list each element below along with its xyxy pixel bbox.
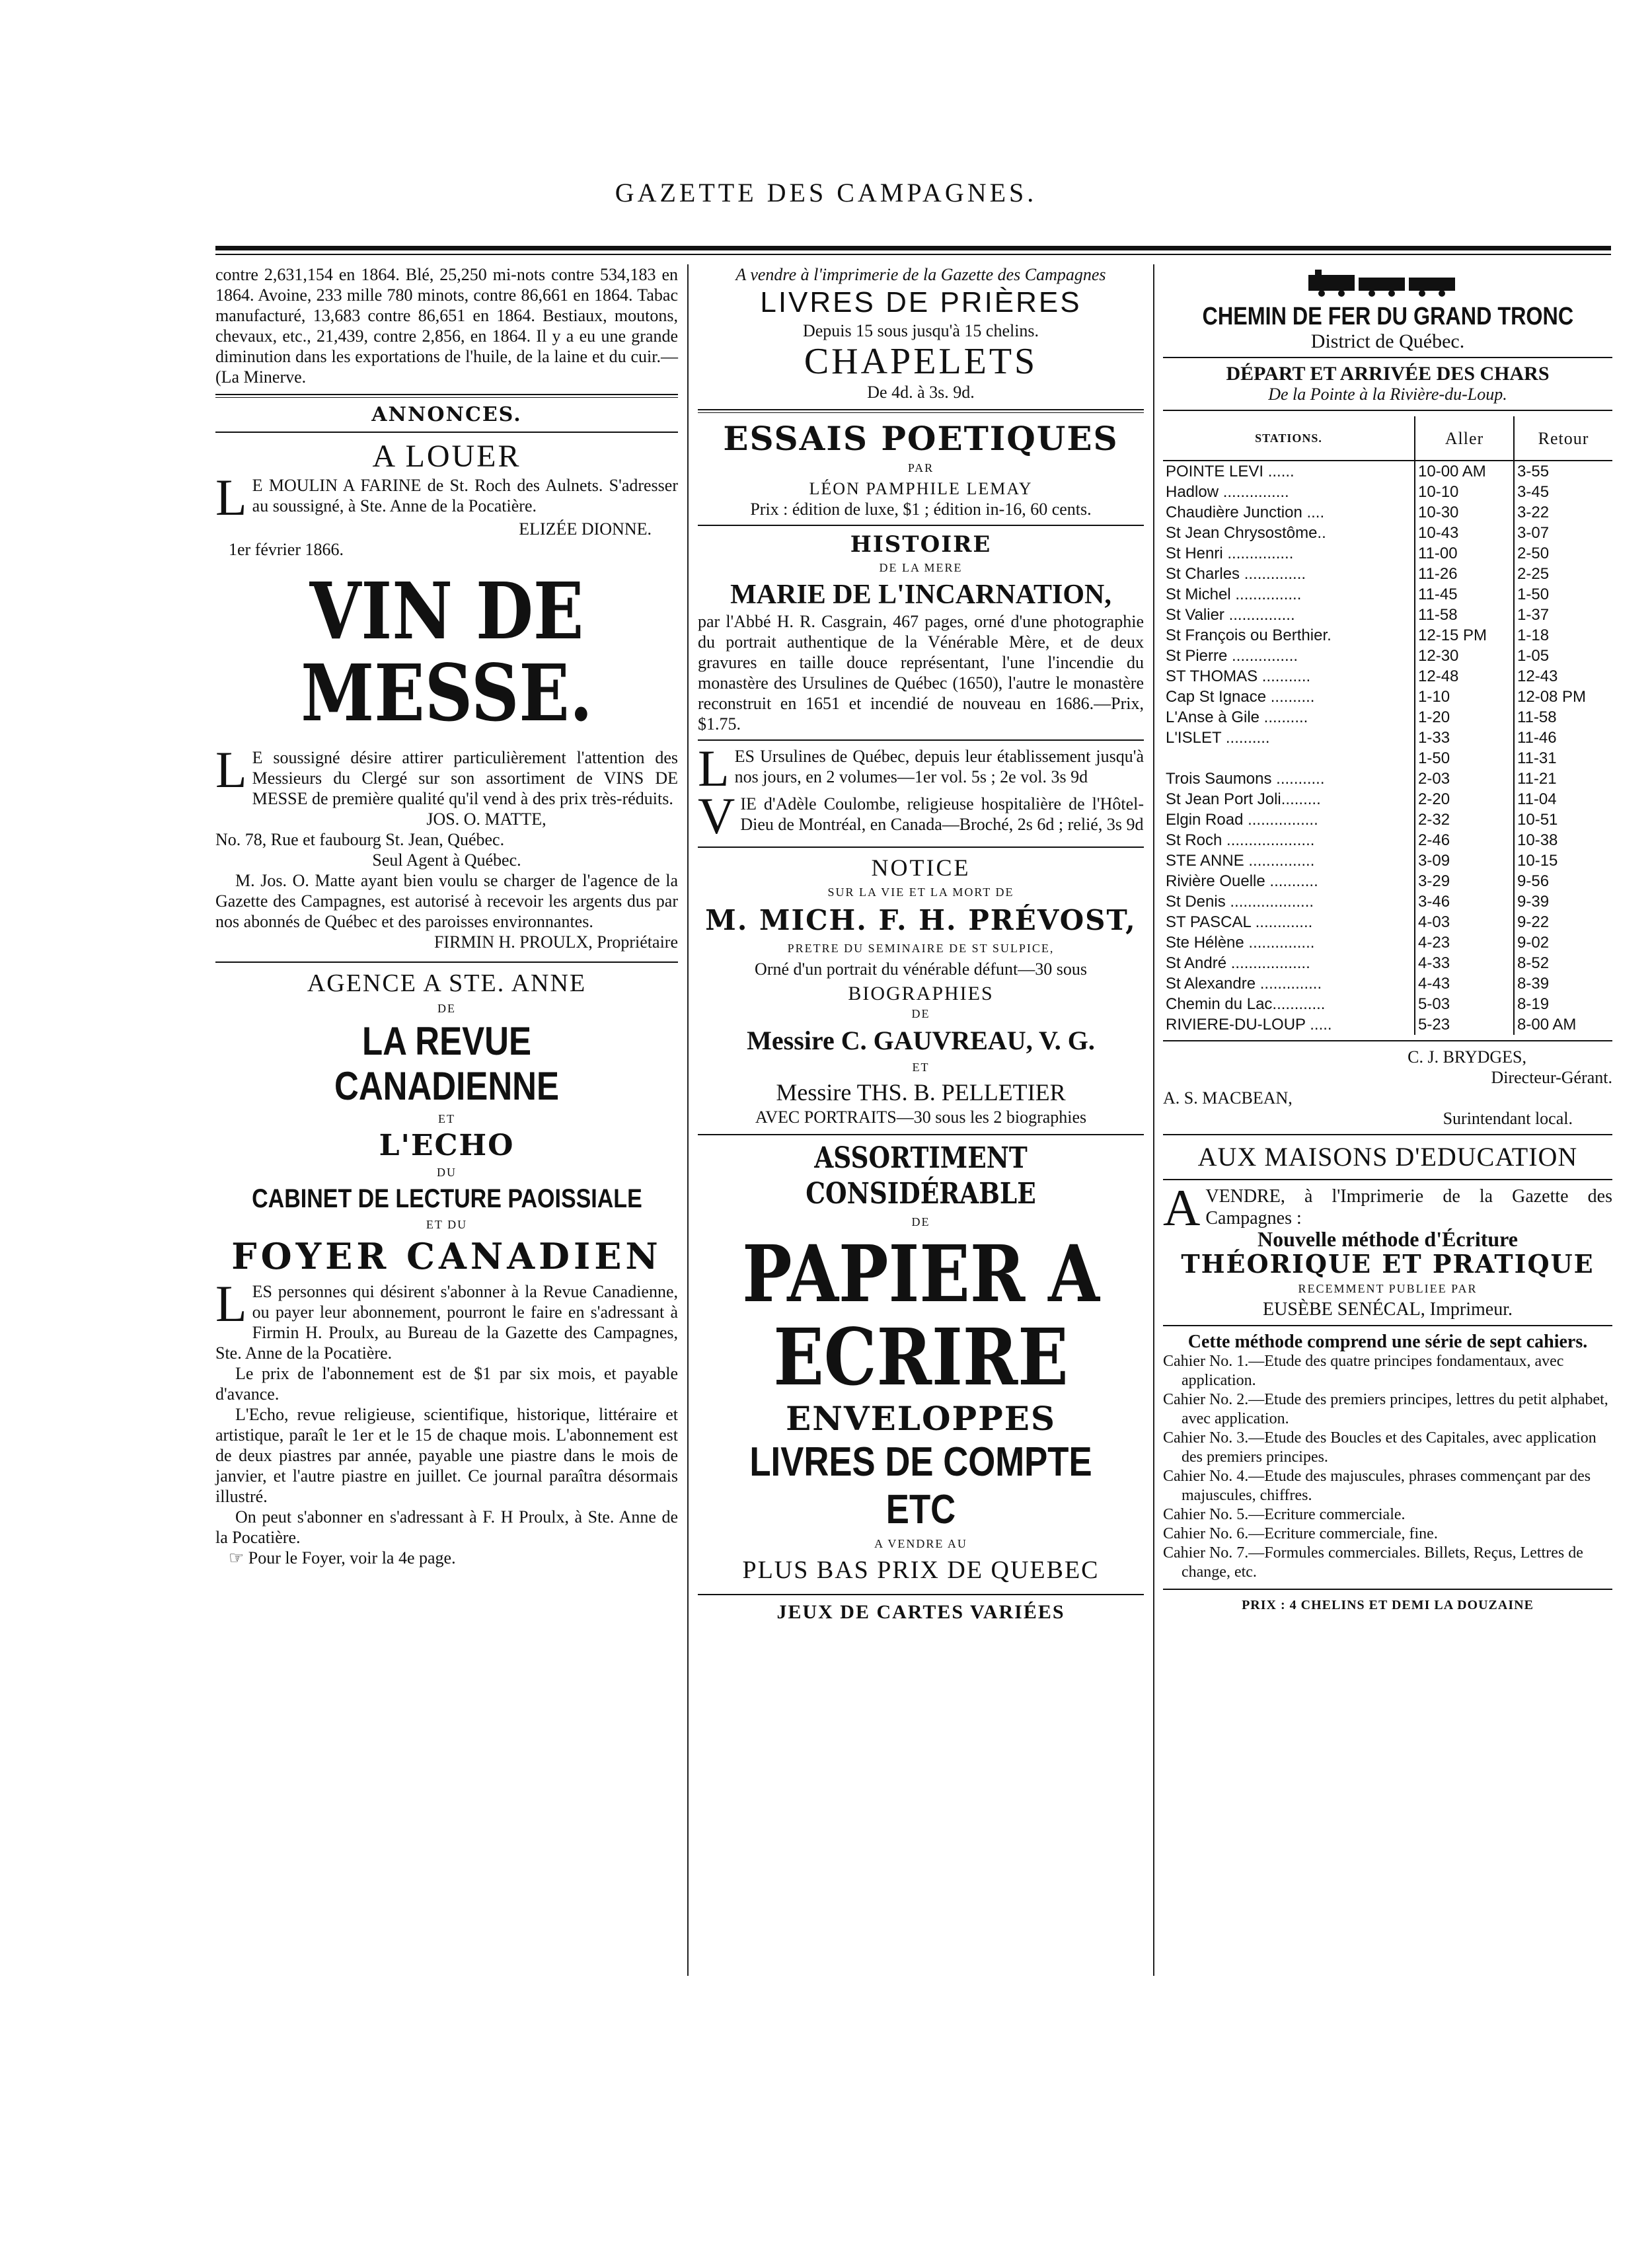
station-name: Elgin Road ................	[1166, 811, 1318, 829]
aller-time: 1-10	[1415, 687, 1514, 707]
station-name: STE ANNE ...............	[1166, 852, 1315, 870]
retour-time: 9-39	[1514, 891, 1612, 912]
vin-signature: JOS. O. MATTE,	[426, 810, 546, 829]
schedule-row	[1163, 523, 1612, 543]
aller-time: 2-20	[1415, 789, 1514, 810]
station-name: Hadlow ...............	[1166, 483, 1289, 501]
depart-title: DÉPART ET ARRIVÉE DES CHARS	[1226, 363, 1550, 385]
station-name: Rivière Ouelle ...........	[1166, 872, 1318, 890]
aller-time: 4-23	[1415, 932, 1514, 953]
district-line: District de Québec.	[1310, 330, 1465, 352]
brydges-name: C. J. BRYDGES,	[1408, 1047, 1526, 1067]
station-name: Chaudière Junction ....	[1166, 504, 1325, 521]
masthead: GAZETTE DES CAMPAGNES.	[615, 178, 1037, 207]
macbean-title: Surintendant local.	[1443, 1109, 1573, 1128]
divider	[1163, 1325, 1612, 1326]
divider	[1163, 1134, 1612, 1135]
retour-time: 1-05	[1514, 646, 1612, 666]
cette-text: Cette méthode comprend une série de sept cahiers.	[1187, 1332, 1588, 1352]
senecal-line: EUSÈBE SENÉCAL, Imprimeur.	[1263, 1299, 1513, 1320]
retour-time: 11-46	[1514, 728, 1612, 748]
ursulines-text: ES Ursulines de Québec, depuis leur établissement jusqu'à nos jours, en 2 volumes—1er vol. 5s ; 2e vol. 3s 9d	[734, 747, 1144, 786]
aller-time: 2-03	[1415, 769, 1514, 789]
methode-line: Nouvelle méthode d'Écriture	[1257, 1227, 1518, 1251]
retour-time: 11-21	[1514, 769, 1612, 789]
column-header-aller: Aller	[1415, 416, 1514, 461]
cahiers-list	[1163, 1352, 1612, 1582]
station-name: St Jean Port Joli.........	[1166, 790, 1321, 808]
retour-time: 10-51	[1514, 810, 1612, 830]
theorique-title: THÉORIQUE ET PRATIQUE	[1181, 1249, 1595, 1279]
foyer-title: FOYER CANADIEN	[231, 1235, 662, 1277]
retour-time: 9-22	[1514, 912, 1612, 932]
livres-compte-title: LIVRES DE COMPTE ETC	[749, 1439, 1092, 1532]
station-name: St Roch ....................	[1166, 831, 1315, 849]
cabinet-title: CABINET DE LECTURE PAOISSIALE	[251, 1184, 642, 1213]
schedule-row	[1163, 830, 1612, 850]
aller-time: 2-46	[1415, 830, 1514, 850]
aller-time: 12-30	[1415, 646, 1514, 666]
station-name: Ste Hélène ...............	[1166, 934, 1315, 952]
vin-text: E soussigné désire attirer particulièrement l'attention des Messieurs du Clergé sur son assortiment de VINS DE MESSE de première qualité qu'il vend à des prix très-réduits.	[252, 748, 678, 808]
schedule-row	[1163, 584, 1612, 605]
divider	[1163, 1040, 1612, 1041]
drop-cap: L	[698, 746, 730, 790]
divider	[1163, 410, 1612, 411]
connector-et: ET	[438, 1112, 455, 1125]
schedule-row	[1163, 953, 1612, 973]
connector-de: DE	[911, 1215, 930, 1228]
assortiment-title: ASSORTIMENT CONSIDÉRABLE	[806, 1141, 1036, 1211]
essais-price: Prix : édition de luxe, $1 ; édition in-16, 60 cents.	[750, 500, 1092, 519]
column-divider	[1153, 264, 1154, 1976]
retour-time: 9-02	[1514, 932, 1612, 953]
notice-title: NOTICE	[871, 854, 971, 881]
portraits-line: AVEC PORTRAITS—30 sous les 2 biographies	[755, 1108, 1087, 1127]
connector-par: PAR	[907, 461, 934, 474]
schedule-row	[1163, 932, 1612, 953]
divider	[215, 394, 678, 398]
recemment-line: RECEMMENT PUBLIEE PAR	[1298, 1282, 1478, 1295]
schedule-row	[1163, 891, 1612, 912]
divider	[698, 847, 1144, 848]
schedule-row	[1163, 502, 1612, 523]
schedule-row	[1163, 769, 1612, 789]
station-name: L'Anse à Gile ..........	[1166, 708, 1308, 726]
column-header-stations: STATIONS.	[1163, 416, 1415, 461]
schedule-row	[1163, 687, 1612, 707]
vin-note: M. Jos. O. Matte ayant bien voulu se charger de l'agence de la Gazette des Campagnes, est autorisé à recevoir les argents dus par nos abonnés de Québec et des paroisses environnantes.	[215, 871, 678, 931]
divider	[698, 409, 1144, 413]
vie-ad	[698, 794, 1144, 837]
cahier-item: Cahier No. 6.—Ecriture commerciale, fine.	[1163, 1525, 1438, 1542]
pelletier-line: Messire THS. B. PELLETIER	[776, 1079, 1066, 1106]
chemin-title: CHEMIN DE FER DU GRAND TRONC	[1202, 303, 1573, 330]
retour-time: 3-45	[1514, 482, 1612, 502]
retour-time: 1-37	[1514, 605, 1612, 625]
retour-time: 10-15	[1514, 850, 1612, 871]
jeux-line: JEUX DE CARTES VARIÉES	[776, 1601, 1065, 1623]
drop-cap: L	[215, 747, 247, 798]
orne-text: Orné d'un portrait du vénérable défunt—30 sous	[755, 960, 1087, 979]
retour-time: 8-19	[1514, 994, 1612, 1014]
station-name: POINTE LEVI ......	[1166, 463, 1295, 480]
schedule-row	[1163, 482, 1612, 502]
schedule-row	[1163, 748, 1612, 769]
retour-time: 2-50	[1514, 543, 1612, 564]
station-name: ST PASCAL .............	[1166, 913, 1313, 931]
prevost-title: M. MICH. F. H. PRÉVOST,	[705, 904, 1137, 936]
divider	[1163, 357, 1612, 358]
vin-title: VIN DE MESSE.	[301, 565, 593, 739]
aller-time: 10-43	[1415, 523, 1514, 543]
aller-time: 3-46	[1415, 891, 1514, 912]
divider	[698, 1594, 1144, 1595]
louer-text: E MOULIN A FARINE de St. Roch des Aulnets. S'adresser au soussigné, à Ste. Anne de la Pocatière.	[252, 476, 678, 515]
retour-time: 1-50	[1514, 584, 1612, 605]
enveloppes-title: ENVELOPPES	[786, 1399, 1056, 1438]
louer-date: 1er février 1866.	[229, 540, 344, 559]
schedule-row	[1163, 973, 1612, 994]
schedule-row	[1163, 728, 1612, 748]
drop-cap: A	[1163, 1186, 1201, 1229]
schedule-row	[1163, 789, 1612, 810]
station-name	[1163, 748, 1415, 769]
aller-time: 10-10	[1415, 482, 1514, 502]
abonnement-text: ES personnes qui désirent s'abonner à la Revue Canadienne, ou payer leur abonnement, pourront le faire en s'adressant à Firmin H. Proulx, au Bureau de la Gazette des Campagnes, Ste. Anne de la Pocatière.	[215, 1282, 678, 1363]
column-header-retour: Retour	[1514, 416, 1612, 461]
essais-title: ESSAIS POETIQUES	[723, 419, 1119, 458]
ursulines-ad	[698, 746, 1144, 790]
schedule-row	[1163, 912, 1612, 932]
train-schedule-table	[1163, 416, 1612, 1035]
divider	[215, 961, 678, 963]
connector-de: DE	[437, 1002, 456, 1015]
schedule-row	[1163, 564, 1612, 584]
papier-title: PAPIER A ECRIRE	[742, 1228, 1100, 1403]
retour-time: 8-00 AM	[1514, 1014, 1612, 1035]
aller-time: 5-03	[1415, 994, 1514, 1014]
aller-time: 4-03	[1415, 912, 1514, 932]
aller-time: 4-43	[1415, 973, 1514, 994]
schedule-row	[1163, 625, 1612, 646]
station-name: St Charles ..............	[1166, 565, 1306, 583]
station-name: Trois Saumons ...........	[1166, 770, 1325, 788]
station-name: Chemin du Lac............	[1166, 995, 1326, 1013]
schedule-row	[1163, 543, 1612, 564]
retour-time: 11-04	[1514, 789, 1612, 810]
connector-et-du: ET DU	[426, 1218, 468, 1231]
louer-ad	[215, 475, 678, 519]
column-left	[215, 264, 678, 1568]
aller-time: 12-48	[1415, 666, 1514, 687]
foyer-note: ☞ Pour le Foyer, voir la 4e page.	[229, 1548, 456, 1567]
article-continuation: contre 2,631,154 en 1864. Blé, 25,250 mi-nots contre 534,183 en 1864. Avoine, 233 mille 780 minots, contre 86,661 en 1864. Tabac manufacturé, 13,683 contre 86,651 en 1864. Bestiaux, moutons, chevaux, etc., 21,439, contre 2,856, en 1864. Il y a eu une grande diminution dans les exportations de l'huile, de la laine et du cuir.—(La Minerve.	[215, 265, 678, 387]
retour-time: 9-56	[1514, 871, 1612, 891]
louer-signature: ELIZÉE DIONNE.	[519, 519, 652, 539]
vin-agent: Seul Agent à Québec.	[372, 850, 521, 870]
revue-title: LA REVUE CANADIENNE	[334, 1019, 560, 1108]
divider	[698, 525, 1144, 526]
aller-time: 10-30	[1415, 502, 1514, 523]
retour-time: 1-18	[1514, 625, 1612, 646]
station-name: L'ISLET ..........	[1166, 729, 1270, 747]
livres-title: LIVRES DE PRIÈRES	[760, 286, 1082, 319]
cahier-item: Cahier No. 5.—Ecriture commerciale.	[1163, 1506, 1406, 1523]
cahier-item: Cahier No. 3.—Etude des Boucles et des Capitales, avec application des premiers principes.	[1163, 1429, 1596, 1466]
retour-time: 10-38	[1514, 830, 1612, 850]
station-name: St Valier ...............	[1166, 606, 1295, 624]
pointe-line: De la Pointe à la Rivière-du-Loup.	[1268, 385, 1507, 404]
schedule-row	[1163, 810, 1612, 830]
chapelets-title: CHAPELETS	[804, 341, 1038, 382]
schedule-row	[1163, 850, 1612, 871]
retour-time: 3-07	[1514, 523, 1612, 543]
echo-text: L'Echo, revue religieuse, scientifique, historique, littéraire et artistique, paraît le 1er et le 15 de chaque mois. L'abonnement est de deux piastres par année, payable une piastre dans le mois de janvier, et l'autre piastre en juillet. Ce journal paraîtra désormais illustré.	[215, 1405, 678, 1506]
vin-address: No. 78, Rue et faubourg St. Jean, Québec.	[215, 830, 505, 849]
prix-line: PRIX : 4 CHELINS ET DEMI LA DOUZAINE	[1242, 1598, 1534, 1612]
bas-prix-line: PLUS BAS PRIX DE QUEBEC	[742, 1556, 1100, 1584]
divider	[698, 739, 1144, 741]
biographies-title: BIOGRAPHIES	[848, 983, 994, 1004]
aller-time: 12-15 PM	[1415, 625, 1514, 646]
connector-de: DE	[911, 1007, 930, 1020]
cahier-item: Cahier No. 4.—Etude des majuscules, phrases commençant par des majuscules, chiffres.	[1163, 1468, 1591, 1504]
vie-text: IE d'Adèle Coulombe, religieuse hospitalière de l'Hôtel-Dieu de Montréal, en Canada—Broché, 2s 6d ; relié, 3s 9d	[740, 794, 1144, 834]
maisons-text: VENDRE, à l'Imprimerie de la Gazette des Campagnes :	[1205, 1186, 1612, 1228]
maisons-ad	[1163, 1186, 1612, 1229]
annonces-heading: ANNONCES.	[371, 403, 522, 426]
chapelets-price: De 4d. à 3s. 9d.	[867, 383, 975, 402]
connector-de-la-mere: DE LA MERE	[879, 561, 963, 574]
aller-time: 4-33	[1415, 953, 1514, 973]
aller-time: 3-29	[1415, 871, 1514, 891]
vendre-line: A vendre à l'imprimerie de la Gazette des Campagnes	[735, 265, 1106, 284]
retour-time: 8-39	[1514, 973, 1612, 994]
aller-time: 1-33	[1415, 728, 1514, 748]
pretre-line: PRETRE DU SEMINAIRE DE ST SULPICE,	[787, 942, 1055, 955]
aller-time: 3-09	[1415, 850, 1514, 871]
drop-cap: L	[215, 1281, 247, 1332]
schedule-row	[1163, 461, 1612, 482]
schedule-row	[1163, 871, 1612, 891]
divider	[698, 1134, 1144, 1135]
prix-text: Le prix de l'abonnement est de $1 par six mois, et payable d'avance.	[215, 1364, 678, 1404]
aller-time: 10-00 AM	[1415, 461, 1514, 482]
aller-time: 1-20	[1415, 707, 1514, 728]
masthead-rule-thin	[215, 254, 1611, 255]
aller-time: 11-26	[1415, 564, 1514, 584]
macbean-name: A. S. MACBEAN,	[1163, 1088, 1293, 1108]
schedule-row	[1163, 994, 1612, 1014]
schedule-row	[1163, 1014, 1612, 1035]
aller-time: 11-00	[1415, 543, 1514, 564]
divider	[1163, 1589, 1612, 1590]
station-name: St Denis ...................	[1166, 893, 1314, 911]
station-name: Cap St Ignace ..........	[1166, 688, 1315, 706]
schedule-row	[1163, 707, 1612, 728]
station-name: RIVIERE-DU-LOUP .....	[1166, 1016, 1332, 1034]
retour-time: 3-22	[1514, 502, 1612, 523]
louer-title: A LOUER	[372, 439, 521, 474]
retour-time: 12-08 PM	[1514, 687, 1612, 707]
station-name: St Pierre ...............	[1166, 647, 1298, 665]
retour-time: 11-31	[1514, 748, 1612, 769]
maisons-title: AUX MAISONS D'EDUCATION	[1197, 1142, 1578, 1172]
retour-time: 11-58	[1514, 707, 1612, 728]
essais-author: LÉON PAMPHILE LEMAY	[809, 479, 1033, 498]
station-name: St André ..................	[1166, 954, 1310, 972]
column-divider	[687, 264, 689, 1976]
cahier-item: Cahier No. 1.—Etude des quatre principes fondamentaux, avec application.	[1163, 1353, 1564, 1389]
echo-title: L'ECHO	[379, 1129, 515, 1162]
gauvreau-line: Messire C. GAUVREAU, V. G.	[747, 1026, 1095, 1055]
divider	[215, 432, 678, 433]
histoire-title: HISTOIRE	[850, 531, 992, 558]
marie-title: MARIE DE L'INCARNATION,	[730, 580, 1111, 610]
station-name: St Michel ...............	[1166, 585, 1302, 603]
connector-du: DU	[437, 1166, 457, 1179]
marie-text: par l'Abbé H. R. Casgrain, 467 pages, orné d'une photographie du portrait authentique de la Vénérable Mère, et de deux gravures en taille douce représentant, l'une l'incendie du monastère des Ursulines de Québec (1650), l'autre le monastère reconstruit en 1651 et incendié de nouveau en 1686.—Prix, $1.75.	[698, 612, 1144, 734]
station-name: St Alexandre ..............	[1166, 975, 1322, 993]
station-name: St Henri ...............	[1166, 545, 1294, 562]
column-center	[698, 264, 1144, 1622]
aller-time: 1-50	[1415, 748, 1514, 769]
vin-owner: FIRMIN H. PROULX, Propriétaire	[433, 932, 678, 952]
connector-et: ET	[912, 1061, 930, 1074]
vin-ad	[215, 747, 678, 809]
drop-cap: V	[698, 794, 735, 837]
cahier-item: Cahier No. 7.—Formules commerciales. Billets, Reçus, Lettres de change, etc.	[1163, 1544, 1583, 1581]
station-name: St Jean Chrysostôme..	[1166, 524, 1326, 542]
abonnement-note: On peut s'abonner en s'adressant à F. H Proulx, à Ste. Anne de la Pocatière.	[215, 1507, 678, 1547]
a-vendre-au: A VENDRE AU	[874, 1537, 967, 1550]
retour-time: 12-43	[1514, 666, 1612, 687]
aller-time: 11-58	[1415, 605, 1514, 625]
aller-time: 11-45	[1415, 584, 1514, 605]
brydges-title: Directeur-Gérant.	[1491, 1068, 1612, 1087]
aller-time: 2-32	[1415, 810, 1514, 830]
retour-time: 8-52	[1514, 953, 1612, 973]
aller-time: 5-23	[1415, 1014, 1514, 1035]
train-icon	[1163, 268, 1612, 302]
schedule-row	[1163, 646, 1612, 666]
retour-time: 3-55	[1514, 461, 1612, 482]
station-name: St François ou Berthier.	[1166, 626, 1332, 644]
notice-subtitle: SUR LA VIE ET LA MORT DE	[827, 885, 1014, 899]
schedule-row	[1163, 666, 1612, 687]
retour-time: 2-25	[1514, 564, 1612, 584]
agence-title: AGENCE A STE. ANNE	[307, 969, 587, 997]
livres-price: Depuis 15 sous jusqu'à 15 chelins.	[802, 321, 1039, 340]
divider	[1163, 1179, 1612, 1180]
schedule-row	[1163, 605, 1612, 625]
drop-cap: L	[215, 475, 247, 519]
column-right	[1163, 264, 1612, 1616]
cahier-item: Cahier No. 2.—Etude des premiers principes, lettres du petit alphabet, avec application.	[1163, 1391, 1608, 1427]
station-name: ST THOMAS ...........	[1166, 667, 1311, 685]
abonnement-ad	[215, 1281, 678, 1363]
masthead-rule	[215, 246, 1611, 250]
